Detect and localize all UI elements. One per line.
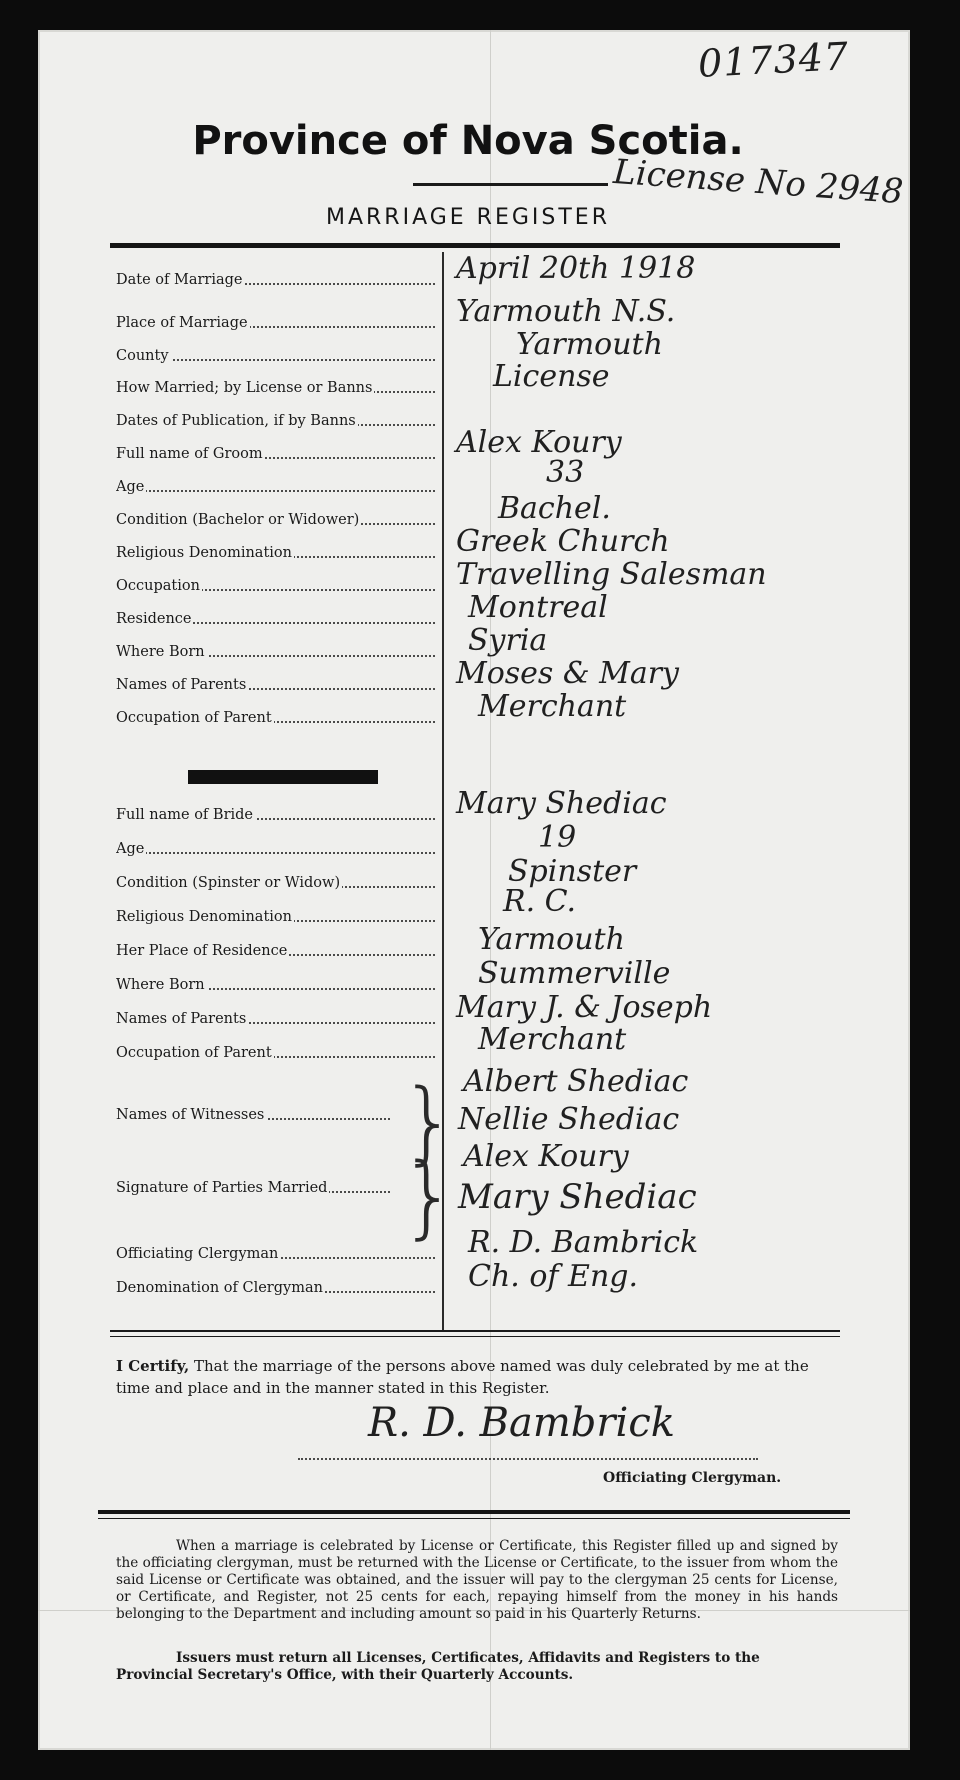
field-label: Place of Marriage [116, 315, 441, 331]
field-value: Alex Koury [463, 1139, 629, 1174]
field-value: License [493, 359, 610, 394]
field-label: Occupation of Parent [116, 710, 441, 726]
title-underline [413, 183, 608, 186]
field-value: R. D. Bambrick [468, 1225, 699, 1260]
field-label: Full name of Groom [116, 446, 441, 462]
field-value: Alex Koury [456, 425, 622, 460]
field-label: Full name of Bride [116, 807, 441, 823]
field-value: Moses & Mary [456, 656, 679, 691]
field-value: Greek Church [456, 524, 670, 559]
field-value: Travelling Salesman [456, 557, 767, 592]
field-label: Denomination of Clergyman [116, 1280, 441, 1296]
field-label: Condition (Spinster or Widow) [116, 875, 441, 891]
field-label: Where Born [116, 644, 441, 660]
field-label: Occupation [116, 578, 441, 594]
certification-text [116, 1355, 836, 1399]
field-label: County [116, 348, 441, 364]
instructions-paragraph: When a marriage is celebrated by License or Certificate, this Register filled up and signed by the officiating clergyman, must be returned with the License or Certificate, to the issuer from whom the said License or Certificate was obtained, and the issuer will pay to the clergyman 25 cents for License, or Certificate, and Register, not 25 cents for each, repaying himself from the money in his hands belonging to the Department and including amount so paid in his Quarterly Returns. [116, 1538, 838, 1622]
field-value: Mary Shediac [458, 1177, 697, 1217]
section-rule [110, 1330, 840, 1332]
field-label: Names of Witnesses [116, 1107, 396, 1123]
clergyman-signature: R. D. Bambrick [368, 1400, 675, 1446]
field-value: Yarmouth N.S. [456, 294, 676, 329]
section-rule [110, 1336, 840, 1337]
field-label: Names of Parents [116, 677, 441, 693]
field-label: Religious Denomination [116, 545, 441, 561]
certify-lead: I Certify, [116, 1357, 190, 1375]
field-label: Religious Denomination [116, 909, 441, 925]
field-value: Bachel. [498, 491, 611, 526]
field-value: Ch. of Eng. [468, 1259, 639, 1294]
certify-body: That the marriage of the persons above named was duly celebrated by me at the time and place and in the manner stated in this Register. [116, 1357, 809, 1397]
register-sheet [38, 30, 910, 1750]
field-label: Dates of Publication, if by Banns [116, 413, 441, 429]
field-value: Montreal [468, 590, 608, 625]
fold-crease [490, 30, 491, 1750]
field-label: Date of Marriage [116, 272, 441, 288]
brace-icon: } [400, 1144, 458, 1249]
signature-caption: Officiating Clergyman. [603, 1470, 782, 1486]
top-rule [110, 243, 840, 248]
field-value: April 20th 1918 [456, 251, 696, 286]
field-value: Mary J. & Joseph [456, 990, 713, 1025]
signature-line [298, 1458, 758, 1460]
page-title: Province of Nova Scotia. [192, 118, 744, 164]
field-value: 33 [546, 455, 585, 490]
field-label: Signature of Parties Married [116, 1180, 396, 1196]
field-value: Merchant [478, 1022, 627, 1057]
field-value: R. C. [503, 884, 577, 919]
field-label: Age [116, 479, 441, 495]
field-label: Officiating Clergyman [116, 1246, 441, 1262]
bottom-rule [98, 1510, 850, 1514]
field-value: Yarmouth [478, 922, 625, 957]
field-value: Mary Shediac [456, 786, 667, 821]
field-label: Condition (Bachelor or Widower) [116, 512, 441, 528]
field-label: Names of Parents [116, 1011, 441, 1027]
section-separator-bar [188, 770, 378, 784]
field-label: Occupation of Parent [116, 1045, 441, 1061]
field-value: Syria [468, 623, 548, 658]
field-label: Age [116, 841, 441, 857]
field-value: Nellie Shediac [458, 1102, 680, 1137]
field-value: Albert Shediac [463, 1064, 689, 1099]
license-note: License No 2948 [611, 151, 905, 213]
field-label: Her Place of Residence [116, 943, 441, 959]
page-subtitle: MARRIAGE REGISTER [325, 205, 610, 230]
final-note: Issuers must return all Licenses, Certificates, Affidavits and Registers to the Provincial Secretary's Office, with their Quarterly Accounts. [116, 1650, 760, 1683]
field-value: Yarmouth [516, 327, 663, 362]
field-label: How Married; by License or Banns [116, 380, 441, 396]
field-label: Where Born [116, 977, 441, 993]
register-number: 017347 [696, 34, 851, 86]
field-value: Summerville [478, 956, 671, 991]
field-value: Spinster [508, 854, 637, 889]
field-label: Residence [116, 611, 441, 627]
field-value: Merchant [478, 689, 627, 724]
field-value: 19 [538, 820, 577, 855]
bottom-rule-thin [98, 1518, 850, 1519]
brace-icon: } [400, 1070, 458, 1175]
